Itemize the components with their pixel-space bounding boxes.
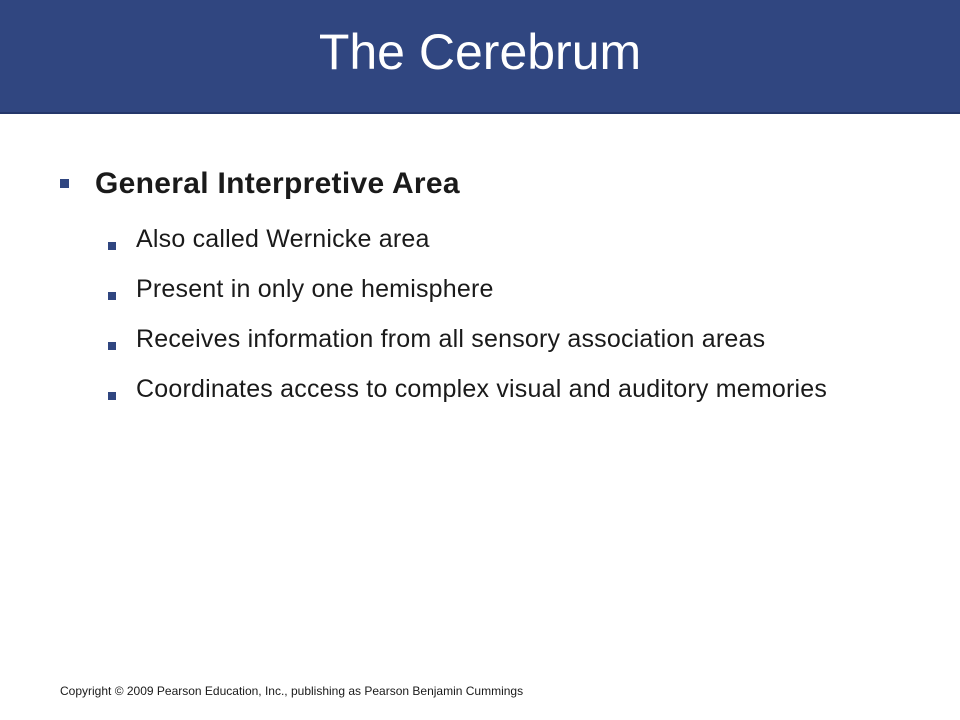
square-bullet-icon xyxy=(108,292,116,300)
square-bullet-icon xyxy=(108,342,116,350)
copyright-footer: Copyright © 2009 Pearson Education, Inc., publishing as Pearson Benjamin Cummings xyxy=(60,684,524,698)
main-bullet-text: General Interpretive Area xyxy=(95,167,460,200)
square-bullet-icon xyxy=(108,392,116,400)
square-bullet-icon xyxy=(108,242,116,250)
sub-bullet xyxy=(108,377,908,412)
sub-bullet xyxy=(108,277,908,312)
sub-bullet-list xyxy=(108,227,908,427)
main-bullet xyxy=(60,162,460,206)
sub-bullet xyxy=(108,327,908,362)
sub-bullet-text: Coordinates access to complex visual and auditory memories xyxy=(136,375,828,403)
sub-bullet xyxy=(108,227,908,262)
square-bullet-icon xyxy=(60,179,69,188)
slide-title: The Cerebrum xyxy=(318,24,642,80)
sub-bullet-text: Receives information from all sensory association areas xyxy=(136,325,766,353)
sub-bullet-text: Also called Wernicke area xyxy=(136,225,430,253)
sub-bullet-text: Present in only one hemisphere xyxy=(136,275,494,303)
